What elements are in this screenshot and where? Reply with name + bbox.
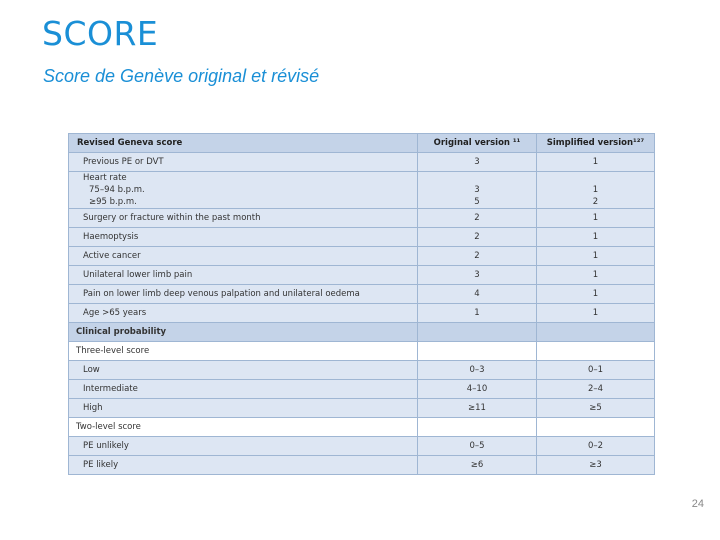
probability-label: Low [69,361,418,380]
table-row [69,437,655,456]
heart-rate-original-points [418,172,537,209]
section-row-clinical-probability [69,323,655,342]
criterion-label: Unilateral lower limb pain [69,266,418,285]
header-original-version: Original version ¹¹ [418,134,537,153]
simplified-points: 1 [537,228,655,247]
table-row [69,361,655,380]
original-range: 4–10 [418,380,537,399]
original-points: 4 [418,285,537,304]
original-points: 3 [474,185,480,195]
geneva-score-table [68,133,655,475]
original-range: 0–3 [418,361,537,380]
category-label: Three-level score [69,342,418,361]
simplified-range: ≥5 [537,399,655,418]
probability-label: Intermediate [69,380,418,399]
criterion-label: Pain on lower limb deep venous palpation and unilateral oedema [69,285,418,304]
original-points: 2 [418,247,537,266]
simplified-range: 2–4 [537,380,655,399]
table-row [69,247,655,266]
original-range: 0–5 [418,437,537,456]
table-row [69,304,655,323]
table-header-row [69,134,655,153]
simplified-points: 1 [537,153,655,172]
simplified-range: ≥3 [537,456,655,475]
criterion-label: Active cancer [69,247,418,266]
simplified-range: 0–2 [537,437,655,456]
table-row [69,266,655,285]
table-row [69,285,655,304]
simplified-points: 1 [537,247,655,266]
simplified-points: 1 [537,304,655,323]
table-row [69,399,655,418]
simplified-range: 0–1 [537,361,655,380]
original-points: 2 [418,209,537,228]
criterion-label: Haemoptysis [69,228,418,247]
original-points: 3 [418,153,537,172]
simplified-points: 2 [592,197,599,207]
probability-label: PE likely [69,456,418,475]
original-points: 1 [418,304,537,323]
probability-label: PE unlikely [69,437,418,456]
heart-rate-label: Heart rate [83,173,127,183]
slide-title: SCORE [42,14,159,53]
table-row [69,380,655,399]
simplified-points: 1 [537,266,655,285]
criterion-label: Surgery or fracture within the past month [69,209,418,228]
heart-rate-range-2: ≥95 b.p.m. [89,197,137,207]
heart-rate-simplified-points [537,172,655,209]
table-row [69,153,655,172]
simplified-points: 1 [537,285,655,304]
heart-rate-range-1: 75–94 b.p.m. [89,185,145,195]
criterion-heart-rate [69,172,418,209]
simplified-points: 1 [537,209,655,228]
page-number: 24 [691,498,704,510]
slide-subtitle: Score de Genève original et révisé [43,66,320,86]
original-points: 3 [418,266,537,285]
table-row [69,228,655,247]
section-title: Clinical probability [69,323,418,342]
table-row-heart-rate [69,172,655,209]
header-simplified-version: Simplified version¹²⁷ [537,134,655,153]
criterion-label: Age >65 years [69,304,418,323]
category-row-two-level [69,418,655,437]
original-range: ≥6 [418,456,537,475]
category-label: Two-level score [69,418,418,437]
simplified-points: 1 [592,185,599,195]
table-row [69,456,655,475]
original-range: ≥11 [418,399,537,418]
probability-label: High [69,399,418,418]
original-points: 5 [474,197,480,207]
category-row-three-level [69,342,655,361]
table-row [69,209,655,228]
header-criteria: Revised Geneva score [69,134,418,153]
criterion-label: Previous PE or DVT [69,153,418,172]
original-points: 2 [418,228,537,247]
